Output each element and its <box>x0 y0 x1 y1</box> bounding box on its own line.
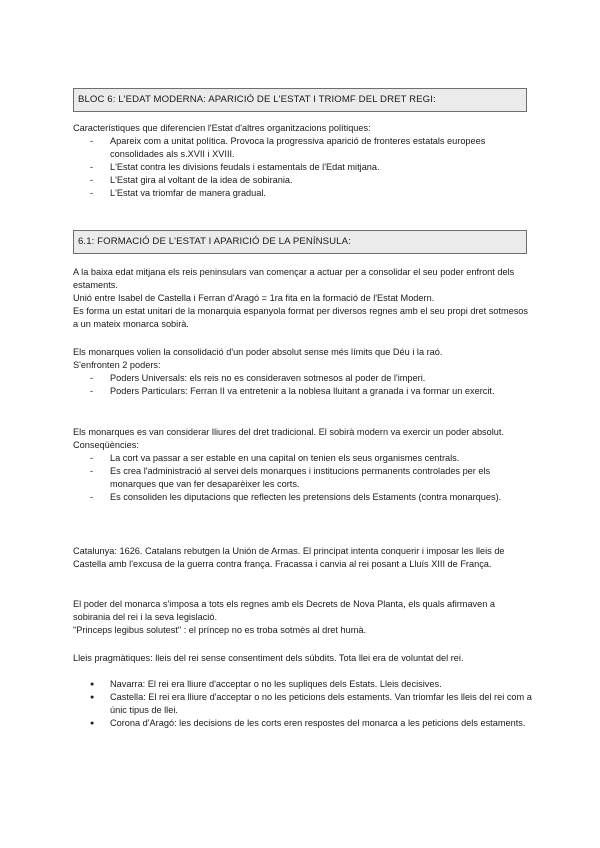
list-item: ● Navarra: El rei era lliure d'acceptar o no les supliques dels Estats. Lleis decisives. <box>73 678 533 691</box>
catalunya-block <box>73 545 533 571</box>
intro-block <box>73 122 533 200</box>
paragraph: El poder del monarca s'imposa a tots els regnes amb els Decrets de Nova Planta, els quals afirmaven a sobirania del rei i la seva legislació. <box>73 599 496 622</box>
list-item: ● Castella: El rei era lliure d'acceptar o no les peticions dels estaments. Van triomfar les lleis del rei com a únic tipus de llei. <box>73 691 533 717</box>
list-item: - L'Estat contra les divisions feudals i estamentals de l'Edat mitjana. <box>73 161 533 174</box>
bloc-heading <box>73 88 527 112</box>
paragraph: Es forma un estat unitari de la monarquia espanyola format per diversos regnes amb el seu propi dret sotmesos a un mateix monarca sobirà. <box>73 306 529 329</box>
regnes-block <box>73 678 533 730</box>
list-item: ● Corona d'Aragó: les decisions de les corts eren respostes del monarca a les peticions dels estaments. <box>73 717 533 730</box>
list-item: - Es consoliden les diputacions que reflecten les pretensions dels Estaments (contra monarques). <box>73 491 533 504</box>
nova-planta-block <box>73 598 533 637</box>
list-item: - Poders Particulars: Ferran II va entretenir a la noblesa lluitant a granada i va formar un exercit. <box>73 385 533 398</box>
poders-block <box>73 346 533 398</box>
consequencies-lead: Conseqüències: <box>73 440 139 450</box>
pragmatiques-block <box>73 652 533 665</box>
consequencies-list <box>73 452 533 504</box>
list-item: - L'Estat gira al voltant de la idea de sobirania. <box>73 174 533 187</box>
list-item: - Poders Universals: els reis no es consideraven sotmesos al poder de l'imperi. <box>73 372 533 385</box>
bloc-heading-text: BLOC 6: L'EDAT MODERNA: APARICIÓ DE L'ESTAT I TRIOMF DEL DRET REGI: <box>78 94 436 105</box>
paragraph: "Princeps legibus solutest" : el príncep no es troba sotmès al dret humà. <box>73 625 367 635</box>
intro-lead: Característiques que diferencien l'Estat d'altres organitzacions polítiques: <box>73 123 371 133</box>
paragraph-block-1 <box>73 266 533 331</box>
paragraph: A la baixa edat mitjana els reis peninsulars van començar a actuar per a consolidar el seu poder enfront dels estaments. <box>73 267 515 290</box>
paragraph: Catalunya: 1626. Catalans rebutgen la Unión de Armas. El principat intenta conquerir i imposar les lleis de Castella amb l'excusa de la guerra contra frança. Fracassa i canvia al rei posant a Lluís XIII de França. <box>73 546 505 569</box>
paragraph: Unió entre Isabel de Castella i Ferran d'Aragó = 1ra fita en la formació de l'Estat Modern. <box>73 293 435 303</box>
list-item: - Apareix com a unitat política. Provoca la progressiva aparició de fronteres estatals europees consolidades als s.XVII i XVIII. <box>73 135 533 161</box>
list-item: - Es crea l'administració al servei dels monarques i institucions permanents controlades per els monarques que van fer desaparèixer les corts. <box>73 465 533 491</box>
paragraph: Els monarques es van considerar lliures del dret tradicional. El sobirà modern va exercir un poder absolut. <box>73 427 505 437</box>
list-item: - L'Estat va triomfar de manera gradual. <box>73 187 533 200</box>
section-heading <box>73 230 527 254</box>
regnes-list <box>73 678 533 730</box>
poders-list <box>73 372 533 398</box>
section-heading-text: 6.1: FORMACIÓ DE L'ESTAT I APARICIÓ DE LA PENÍNSULA: <box>78 236 351 247</box>
list-item: - La cort va passar a ser estable en una capital on tenien els seus organismes centrals. <box>73 452 533 465</box>
paragraph: Lleis pragmàtiques: lleis del rei sense consentiment dels súbdits. Tota llei era de voluntat del rei. <box>73 653 464 663</box>
paragraph: Els monarques volien la consolidació d'un poder absolut sense més límits que Déu i la raó. <box>73 347 443 357</box>
consequencies-block <box>73 426 533 504</box>
intro-list <box>73 135 533 200</box>
poders-lead: S'enfronten 2 poders: <box>73 360 161 370</box>
